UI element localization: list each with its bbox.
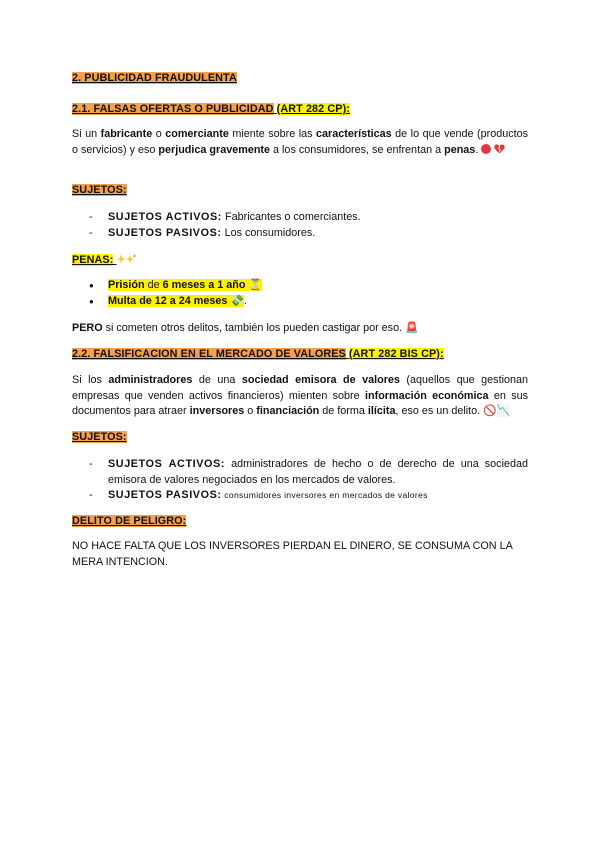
list-item xyxy=(72,278,528,294)
siren-icon: 🚨 xyxy=(405,322,419,334)
subsection-2-sujetos-heading xyxy=(72,430,528,444)
subsection-2-sujetos-list xyxy=(72,457,528,504)
text: de lo que vende (productos o servicios) y eso xyxy=(72,128,529,156)
bold-text: financiación xyxy=(256,405,320,417)
text: . xyxy=(475,143,482,156)
bold-text: información económica xyxy=(365,389,489,402)
penas-list xyxy=(72,278,528,309)
text: de una xyxy=(192,374,242,386)
list-item xyxy=(72,226,528,242)
text: , eso es un delito. xyxy=(395,405,484,417)
sujeto-label: SUJETOS ACTIVOS: xyxy=(108,458,226,470)
delito-heading xyxy=(72,514,528,528)
sujeto-text: Fabricantes o comerciantes. xyxy=(222,211,361,223)
penas-heading xyxy=(72,253,528,269)
section-title xyxy=(72,71,528,85)
subsection-1-sujetos-heading xyxy=(72,183,528,197)
bold-text: sociedad emisora de valores xyxy=(241,374,400,386)
section-title-text: 2. PUBLICIDAD FRAUDULENTA xyxy=(72,72,237,84)
subsection-1-article-ref: (ART 282 CP): xyxy=(276,103,350,115)
sujetos-label: SUJETOS: xyxy=(72,184,127,196)
subsection-1-sujetos-list xyxy=(72,210,528,241)
bold-text: perjudica gravemente xyxy=(158,143,271,156)
bold-text: Multa de 12 a 24 meses xyxy=(108,294,228,307)
bold-text: penas xyxy=(444,143,476,156)
delito-paragraph xyxy=(72,539,528,570)
red-circle-icon xyxy=(481,144,491,154)
subsection-2-heading xyxy=(72,347,528,361)
text: . xyxy=(243,294,247,307)
text: o xyxy=(152,128,166,140)
text: miente sobre las xyxy=(228,128,317,140)
bold-text: ilícita xyxy=(367,405,396,417)
text: a los consumidores, se enfrentan a xyxy=(270,143,445,156)
sparkles-icon xyxy=(117,254,137,269)
text: o xyxy=(244,405,257,417)
bold-text: fabricante xyxy=(100,128,153,140)
text: (aquellos que gestionan empresas que venden activos financieros) mienten sobre xyxy=(72,374,528,402)
text: de xyxy=(144,279,163,291)
bold-text: comerciante xyxy=(165,128,229,140)
sujeto-text: administradores de hecho o de derecho de una sociedad emisora de valores negociados en los mercados de valores. xyxy=(108,458,528,486)
subsection-2-title: 2.2. FALSIFICACION EN EL MERCADO DE VALORES xyxy=(72,348,346,360)
text: en sus documentos para atraer xyxy=(72,389,529,417)
sujeto-text: Los consumidores. xyxy=(221,226,316,239)
bold-text: características xyxy=(316,128,392,140)
money-wings-icon: 💸 xyxy=(230,294,244,307)
prohibited-chart-down-icon: 🚫📉 xyxy=(483,405,511,417)
bold-text: PERO xyxy=(72,322,103,334)
text: Si los xyxy=(72,374,109,386)
bold-text: inversores xyxy=(189,405,245,417)
subsection-1-title: 2.1. FALSAS OFERTAS O PUBLICIDAD xyxy=(72,103,274,115)
list-item xyxy=(72,210,528,226)
subsection-2-paragraph xyxy=(72,373,528,420)
subsection-2-article-ref: (ART 282 BIS CP): xyxy=(348,348,444,360)
bold-text: 6 meses a 1 año xyxy=(162,279,246,291)
pero-paragraph xyxy=(72,321,528,337)
penas-label: PENAS: xyxy=(72,254,114,266)
sujeto-label: SUJETOS PASIVOS: xyxy=(108,489,222,501)
list-item xyxy=(72,294,528,310)
list-item xyxy=(72,488,528,504)
hourglass-icon: ⏳ xyxy=(248,279,262,291)
text: Si un xyxy=(72,128,101,140)
subsection-1-heading xyxy=(72,102,528,116)
delito-text: NO HACE FALTA QUE LOS INVERSORES PIERDAN EL DINERO, SE CONSUMA CON LA MERA INTENCION. xyxy=(72,540,513,568)
text: de forma xyxy=(319,405,368,417)
text: si cometen otros delitos, también los pueden castigar por eso. xyxy=(102,322,406,334)
sujeto-label: SUJETOS ACTIVOS: xyxy=(108,211,222,223)
bold-text: administradores xyxy=(108,374,193,386)
list-item xyxy=(72,457,528,488)
subsection-1-paragraph xyxy=(72,127,528,158)
sujeto-label: SUJETOS PASIVOS: xyxy=(108,226,222,239)
sujetos-label: SUJETOS: xyxy=(72,431,127,443)
bold-text: Prisión xyxy=(108,279,145,291)
broken-heart-icon xyxy=(494,144,505,154)
delito-label: DELITO DE PELIGRO: xyxy=(72,515,187,527)
sujeto-text: consumidores inversores en mercados de valores xyxy=(221,490,428,500)
